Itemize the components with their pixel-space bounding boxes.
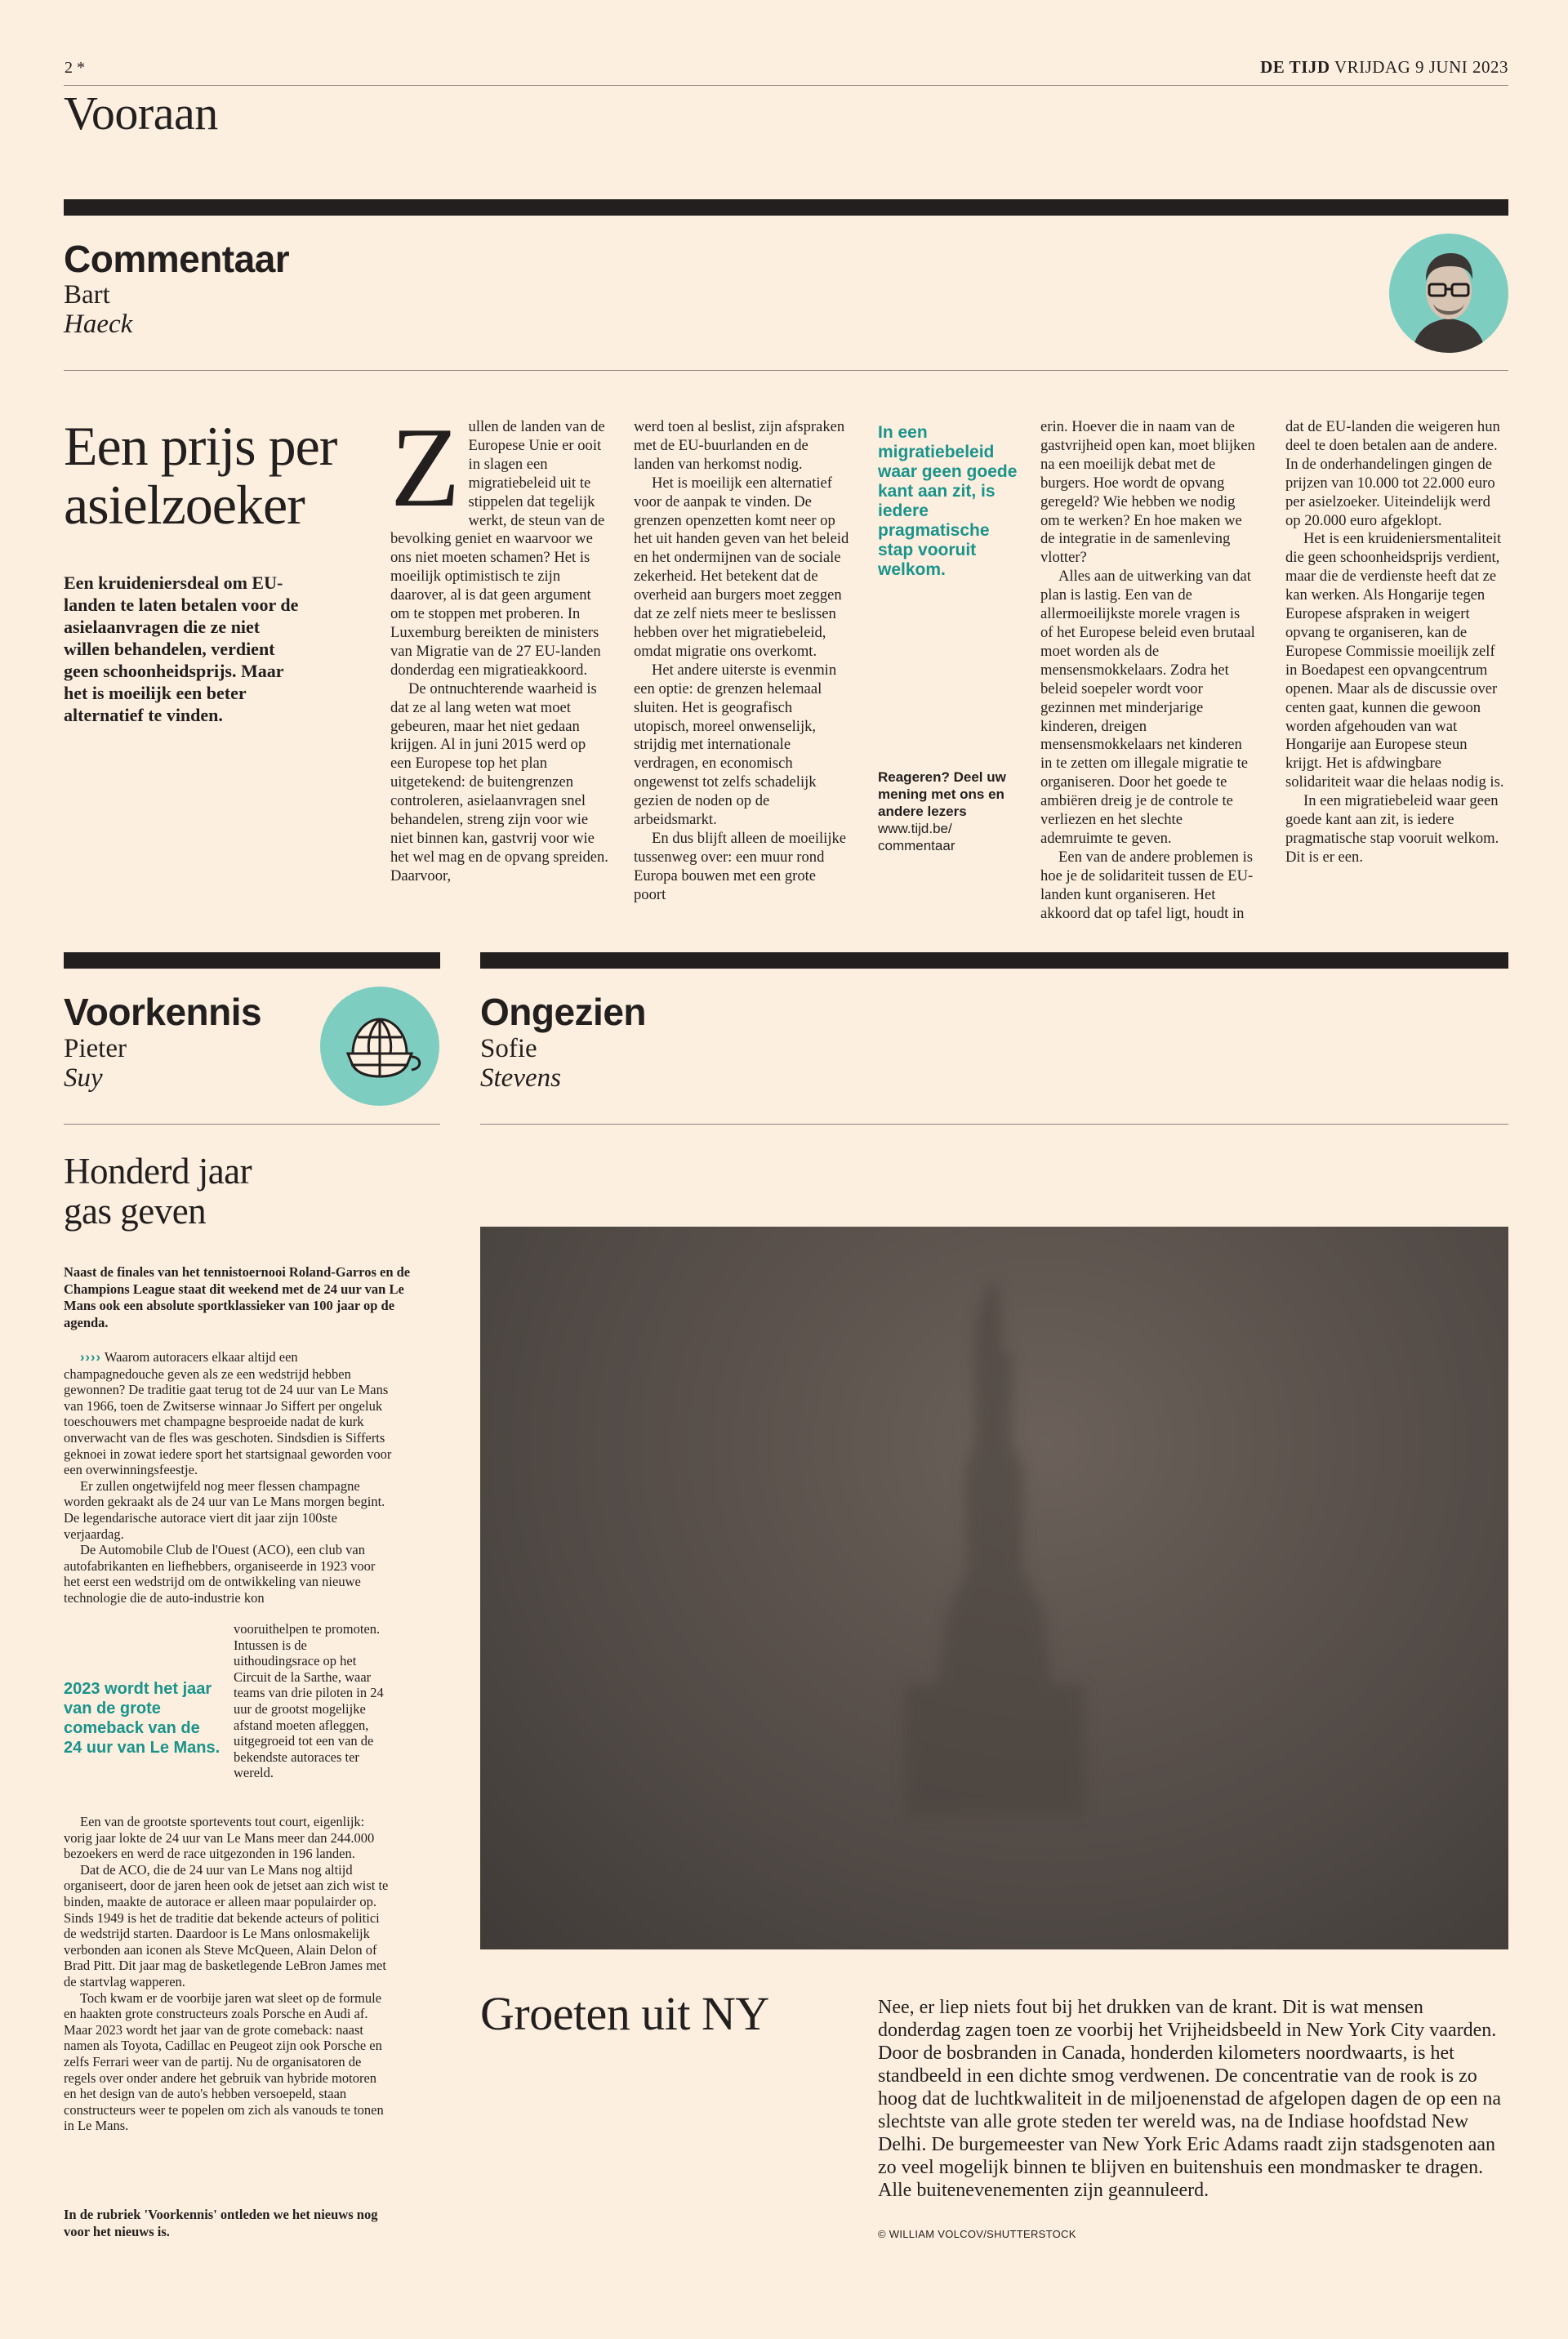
voorkennis-avatar (320, 987, 439, 1106)
ongezien-text: Nee, er liep niets fout bij het drukken van de krant. Dit is wat mensen donderdag zagen toen ze voorbij het Vrijheidsbeeld in New York City vaarden. Door de bosbranden in Canada, honderden kilometers noordwaarts, is het standbeeld in een dichte smog verdwenen. De concentratie van de rook is zo hoog dat de luchtkwaliteit in de miljoenenstad de afgelopen dagen de op een na slechtste van alle grote steden ter wereld was, na de Indiase hoofdstad New Delhi. De burgemeester van New York Eric Adams raadt zijn stadsgenoten aan zo veel mogelijk binnen te blijven en buitenshuis een mondmasker te dragen. Alle buitenevenementen zijn geannuleerd. (878, 1997, 1502, 2201)
commentaar-bar (64, 199, 1508, 216)
commentaar-paragraph: Een van de andere problemen is hoe je de solidariteit tussen de EU-landen kunt organiseren. Het akkoord dat op tafel ligt, houdt in (1040, 848, 1254, 922)
drop-cap: Z (390, 404, 461, 531)
globe-cup-icon (320, 987, 439, 1106)
voorkennis-author-first: Pieter (64, 1034, 127, 1063)
header-rule (64, 85, 1508, 86)
voorkennis-rule (64, 1124, 440, 1125)
ongezien-author-last: Stevens (480, 1063, 561, 1093)
section-title: Vooraan (64, 87, 218, 140)
commentaar-paragraph: Het is een kruideniersmentaliteit die geen schoonheidsprijs verdient, maar die de verdienste heeft dat ze kan werken. Als Hongarije tegen Europese afspraken in weigert opvang te organiseren, kan de Europese Commissie moeilijk zelf in Boedapest een opvangcentrum openen. Maar als de discussie over centen gaat, kunnen die gewoon worden afgehouden van wat Hongarije aan Europese steun krijgt. Het is afdwingbare solidariteit waar die helaas nodig is. (1285, 530, 1504, 791)
ongezien-rule (480, 1124, 1508, 1125)
voorkennis-headline-line-2: gas geven (64, 1191, 207, 1232)
commentaar-column-1 (390, 404, 609, 886)
author-portrait-icon (1389, 234, 1508, 353)
commentaar-headline (64, 417, 374, 534)
commentaar-paragraph: erin. Hoever die in naam van de gastvrijheid open kan, moet blijken na een moeilijk debat met de burgers. Hoe wordt de opvang geregeld? Wie hebben we nodig om te werken? En hoe maken we de integratie in de samenleving vlotter? (1040, 418, 1255, 567)
commentaar-rule (64, 370, 1508, 371)
commentaar-paragraph: Alles aan de uitwerking van dat plan is lastig. Een van de allermoeilijkste morele vragen is of het Europese beleid even brutaal moet worden als de mensensmokkelaars. Zodra het beleid soepeler wordt voor gezinnen met minderjarige kinderen, dreigen mensensmokkelaars net kinderen in te zetten om illegale migratie te organiseren. Door het goede te ambiëren dreig je de controle te verliezen en het slechte ademruimte te geven. (1040, 568, 1255, 847)
voorkennis-lead: Naast de finales van het tennistoernooi Roland-Garros en de Champions League staat dit weekend met de 24 uur van Le Mans ook een absolute sportklassieker van 100 jaar op de agenda. (64, 1264, 411, 1330)
voorkennis-body (64, 1349, 392, 1606)
commentaar-author-last: Haeck (64, 310, 133, 339)
commentaar-author-first: Bart (64, 280, 110, 310)
commentaar-paragraph: De ontnuchterende waarheid is dat ze al lang weten wat moet gebeuren, maar het niet gedaan krijgen. Al in juni 2015 werd op een Europese top het plan uitgetekend: de buitengrenzen controleren, asielaanvragen snel behandelen, streng zijn voor wie niet binnen kan, gastvrij voor wie het wel mag en de opvang spreiden. Daarvoor, (390, 679, 608, 884)
voorkennis-footer: In de rubriek 'Voorkennis' ontleden we het nieuws nog voor het nieuws is. (64, 2207, 378, 2239)
voorkennis-author-last: Suy (64, 1063, 103, 1093)
react-box (878, 769, 1023, 854)
photo-credit: © WILLIAM VOLCOV/SHUTTERSTOCK (878, 2228, 1076, 2240)
react-title: Reageren? Deel uw mening met ons en andere lezers (878, 769, 1006, 819)
masthead (1260, 57, 1508, 78)
commentaar-label: Commentaar (64, 238, 290, 280)
commentaar-column-2 (634, 418, 849, 905)
commentaar-headline-line-1: Een prijs per (64, 415, 337, 477)
react-link[interactable]: www.tijd.be/ commentaar (878, 821, 956, 853)
voorkennis-paragraph: Dat de ACO, die de 24 uur van Le Mans nog altijd organiseert, door de jaren heen ook de jetset aan zich wist te binden, maakte de autorace er alleen maar populairder op. Sinds 1949 is het de traditie dat bekende acteurs of politici de wedstrijd starten. Daardoor is Le Mans onlosmakelijk verbonden aan iconen als Steve McQueen, Alain Delon of Brad Pitt. Dit jaar mag de basketlegende LeBron James met de startvlag wapperen. (64, 1861, 389, 1989)
commentaar-paragraph: werd toen al beslist, zijn afspraken met de EU-buurlanden en de landen van herkomst nodig. (634, 418, 845, 473)
page-number: 2 * (65, 59, 85, 77)
ongezien-label: Ongezien (480, 991, 647, 1033)
commentaar-headline-line-2: asielzoeker (64, 474, 305, 536)
paper-name: DE TIJD (1260, 57, 1330, 77)
statue-of-liberty-silhouette (480, 1227, 1508, 1949)
voorkennis-pull-quote: 2023 wordt het jaar van de grote comeback van de 24 uur van Le Mans. (64, 1680, 220, 1757)
voorkennis-headline (64, 1152, 440, 1232)
commentaar-paragraph: dat de EU-landen die weigeren hun deel te doen betalen aan de andere. In de onderhandelingen gingen de prijzen van 10.000 tot 22.000 euro per asielzoeker. Uiteindelijk werd op 20.000 euro afgeklopt. (1285, 418, 1500, 529)
commentaar-paragraph: ullen de landen van de Europese Unie er ooit in slagen een migratiebeleid uit te stippelen dat tegelijk werkt, de steun van de bevolking geniet en waarvoor we ons niet moeten schamen? Het is moeilijk optimistisch te zijn daarover, al is dat geen argument om te stoppen met proberen. In Luxemburg bereikten de ministers van Migratie van de 27 EU-landen donderdag een migratieakkoord. (390, 418, 605, 679)
ongezien-bar (480, 952, 1508, 969)
commentaar-author-avatar (1389, 234, 1508, 353)
voorkennis-paragraph: De Automobile Club de l'Ouest (ACO), een club van autofabrikanten en liefhebbers, organiseerde in 1923 voor het eerst een wedstrijd om de ontwikkeling van nieuwe technologie die de auto-industrie kon (64, 1542, 376, 1606)
commentaar-pull-quote: In een migratiebeleid waar geen goede kant aan zit, is iedere pragmatische stap vooruit welkom. (878, 423, 1018, 579)
voorkennis-paragraph: Er zullen ongetwijfeld nog meer flessen champagne worden gekraakt als de 24 uur van Le Mans morgen begint. De legendarische autorace viert dit jaar zijn 100ste verjaardag. (64, 1477, 385, 1542)
voorkennis-label: Voorkennis (64, 991, 262, 1033)
commentaar-column-3 (1040, 418, 1256, 923)
issue-date: VRIJDAG 9 JUNI 2023 (1334, 57, 1508, 77)
voorkennis-body-cont (64, 1814, 392, 2134)
voorkennis-paragraph: vooruithelpen te promoten. Intussen is de uithoudingsrace op het Circuit de la Sarthe, waar teams van drie piloten in 24 uur de grootst mogelijke afstand moeten afleggen, uitgegroeid tot een van de bekendste autoraces ter wereld. (234, 1621, 384, 1781)
voorkennis-paragraph-text: Waarom autoracers elkaar altijd een champagnedouche geven als ze een wedstrijd hebben gewonnen? De traditie gaat terug tot de 24 uur van Le Mans van 1966, toen de Zwitserse winnaar Jo Siffert per ongeluk toeschouwers met champagne besproeide nadat de kurk onverwacht van de fles was geschoten. Sindsdien is Sifferts geknoei in zowat iedere sport het startsignaal geworden voor een overwinningsfeestje. (64, 1349, 392, 1478)
commentaar-paragraph: In een migratiebeleid waar geen goede kant aan zit, is iedere pragmatische stap vooruit welkom. Dit is er een. (1285, 792, 1499, 866)
commentaar-paragraph: Het andere uiterste is evenmin een optie: de grenzen helemaal sluiten. Het is geografisch utopisch, moreel onwenselijk, strijdig met internationale verdragen, en economisch ongewenst tot zelfs schadelijk gezien de noden op de arbeidsmarkt. (634, 661, 837, 829)
commentaar-paragraph: Het is moeilijk een alternatief voor de aanpak te vinden. De grenzen openzetten komt neer op het uit handen geven van het beleid en het ondermijnen van de sociale zekerheid. Het betekent dat de overheid aan burgers moet zeggen dat ze zelf niets meer te beslissen hebben over het migratiebeleid, omdat migratie ons overkomt. (634, 474, 849, 660)
arrows-icon: ›››› (80, 1350, 101, 1365)
ongezien-headline: Groeten uit NY (480, 1987, 769, 2040)
voorkennis-headline-line-1: Honderd jaar (64, 1151, 252, 1192)
voorkennis-bar (64, 952, 440, 969)
ongezien-author-first: Sofie (480, 1034, 537, 1063)
voorkennis-paragraph: Een van de grootste sportevents tout court, eigenlijk: vorig jaar lokte de 24 uur van Le Mans meer dan 244.000 bezoekers en werd de race uitgezonden in 196 landen. (64, 1814, 375, 1862)
commentaar-column-4 (1285, 418, 1508, 867)
voorkennis-paragraph: Toch kwam er de voorbije jaren wat sleet op de formule en haakten grote constructeurs zoals Porsche en Audi af. Maar 2023 wordt het jaar van de grote comeback: naast namen als Toyota, Cadillac en Peugeot zijn ook Porsche en zelfs Ferrari weer van de partij. Nu de organisatoren de regels over onder andere het gebruik van hybride motoren en het design van de auto's hebben versoepeld, staan constructeurs weer te popelen om zich als vanouds te tonen in Le Mans. (64, 1989, 384, 2134)
commentaar-lead: Een kruideniersdeal om EU-landen te laten betalen voor de asielaanvragen die ze niet willen behandelen, verdient geen schoonheidsprijs. Maar het is moeilijk een beter alternatief te vinden. (64, 572, 299, 725)
voorkennis-paragraph (64, 1349, 392, 1478)
smog-photo (480, 1227, 1508, 1949)
commentaar-paragraph: En dus blijft alleen de moeilijke tussenweg over: een muur rond Europa bouwen met een grote poort (634, 829, 847, 903)
